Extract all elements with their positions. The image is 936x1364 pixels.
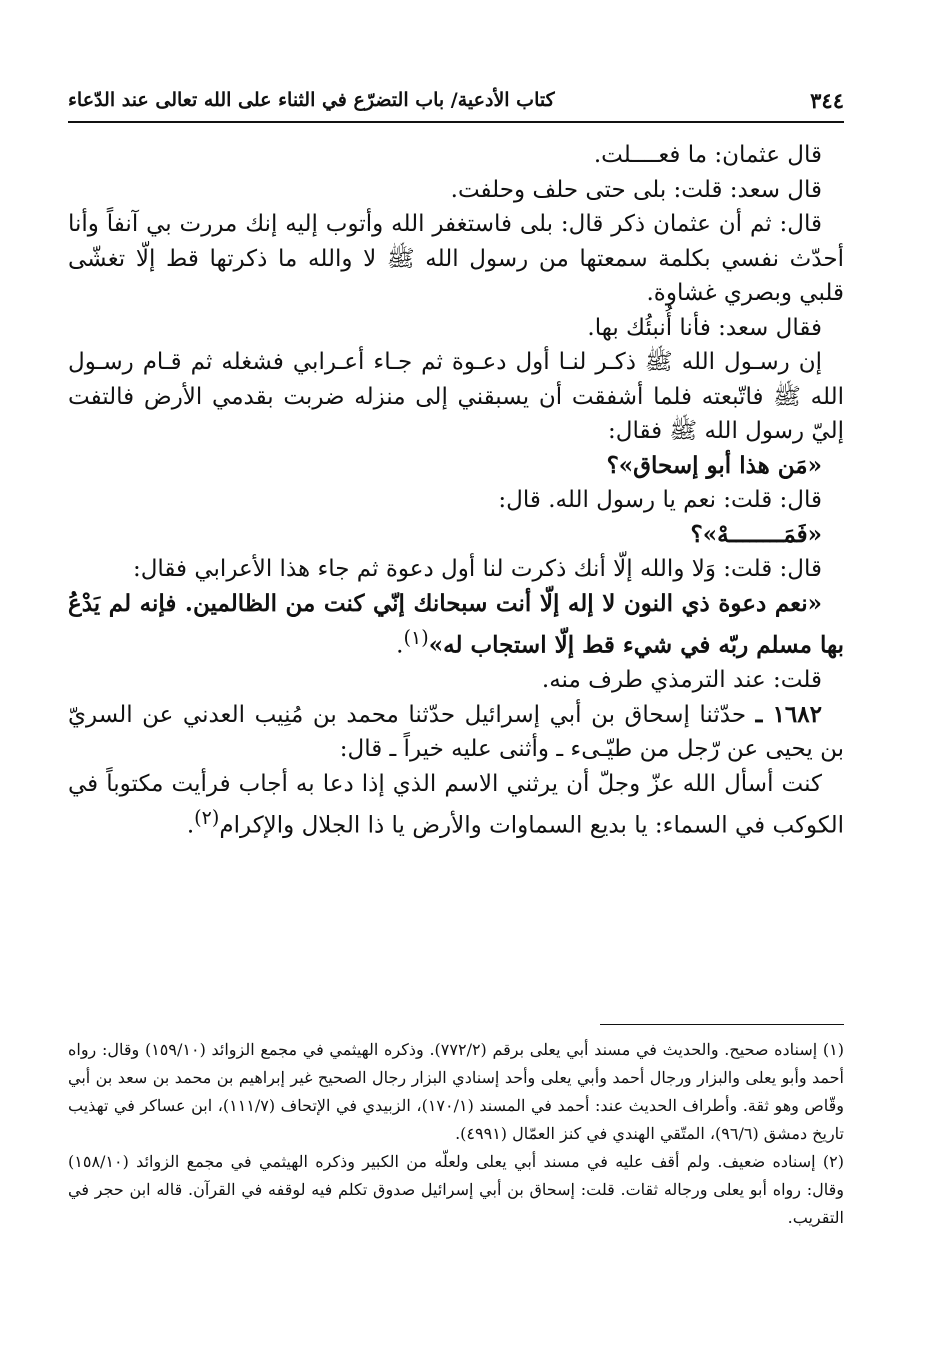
hadith-quote — [68, 587, 844, 664]
running-title: كتاب الأدعية/ باب التضرّع في الثناء على الله تعالى عند الدّعاء — [68, 89, 555, 111]
hadith-number: ١٦٨٢ ـ — [755, 700, 822, 728]
quote-famah: «فَمَــــــــهْ»؟ — [690, 520, 822, 548]
footnote-1: (١) إسناده صحيح. والحديث في مسند أبي يعلى برقم (٧٧٢/٢). وذكره الهيثمي في مجمع الزوائد (١٥٩/١٠) وقال: رواه أحمد وأبو يعلى والبزار ورجال أحمد وأبي يعلى وأحد إسنادي البزار رجال الصحيح غير إبراهيم بن محمد بن سعد بن أبي وقّاص وهو ثقة. وأطراف الحديث عند: أحمد في المسند (١٧٠/١)، الزبيدي في الإتحاف (١١١/٧)، ابن عساكر في تهذيب تاريخ دمشق (٩٦/٦)، المتّقي الهندي في كنز العمّال (٤٩٩١). — [68, 1040, 845, 1143]
hadith-1682 — [68, 698, 844, 767]
hadith-quote-end: . — [396, 632, 404, 659]
paragraph-7: قال: قلت: نعم يا رسول الله. قال: — [498, 487, 822, 513]
paragraph-1: قال عثمان: ما فعــــلت. — [593, 142, 822, 168]
paragraph-5: إن رسـول الله ﷺ ذكـر لنـا أول دعـوة ثم جـاء أعـرابي فشغله ثم قـام رسـول الله ﷺ فاتّبعته فلما أشفقت أن يسبقني إلى منزله ضربت بقدمي الأرض فالتفت إليّ رسول الله ﷺ فقال: — [68, 349, 844, 444]
footnote-2: (٢) إسناده ضعيف. ولم أقف عليه في مسند أبي يعلى ولعلّه من الكبير وذكره الهيثمي في مجمع الزوائد (١٥٨/١٠) وقال: رواه أبو يعلى ورجاله ثقات. قلت: إسحاق بن أبي إسرائيل صدوق تكلم فيه لوقفه في القرآن. قاله ابن حجر في التقريب. — [68, 1152, 844, 1227]
paragraph-3: قال: ثم أن عثمان ذكر قال: بلى فاستغفر الله وأتوب إليه إنك مررت بي آنفاً وأنا أحدّث نفسي بكلمة سمعتها من رسول الله ﷺ لا والله ما ذكرتها قط إلّا تغشّى قلبي وبصري غشاوة. — [68, 211, 844, 306]
footnotes — [68, 1036, 844, 1232]
paragraph-9: قال: قلت: وَلا والله إلّا أنك ذكرت لنا أول دعوة ثم جاء هذا الأعرابي فقال: — [132, 556, 822, 582]
paragraph-13-text: كنت أسأل الله عزّ وجلّ أن يرثني الاسم الذي إذا دعا به أجاب فرأيت مكتوباً في الكوكب في السماء: يا بديع السماوات والأرض يا ذا الجلال والإكرام — [68, 770, 844, 839]
page-number: ٣٤٤ — [810, 87, 844, 113]
footnote-ref-2: (٢) — [194, 806, 220, 830]
paragraph-2: قال سعد: قلت: بلى حتى حلف وحلفت. — [450, 176, 822, 203]
hadith-quote-text: «نعم دعوة ذي النون لا إله إلّا أنت سبحانك إنّي كنت من الظالمين. فإنه لم يَدْعُ بها مسلم ربّه في شيء قط إلّا استجاب له» — [68, 589, 844, 659]
paragraph-13-end: . — [186, 812, 195, 839]
footnote-divider — [600, 1024, 844, 1025]
paragraph-4: فقال سعد: فأنا أُنبئُك بها. — [587, 314, 822, 341]
paragraph-13 — [68, 767, 844, 844]
paragraph-11: قلت: عند الترمذي طرف منه. — [541, 667, 822, 694]
header-divider — [68, 121, 844, 123]
running-header — [68, 80, 844, 120]
footnote-ref-1: (١) — [403, 626, 429, 649]
main-text — [68, 138, 844, 843]
quote-question: «مَن هذا أبو إسحاق»؟ — [606, 451, 822, 479]
hadith-1682-text: حدّثنا إسحاق بن أبي إسرائيل حدّثنا محمد بن مُنِيب العدني عن السريّ بن يحيى عن رّجل من طيّـىء ـ وأثنى عليه خيراً ـ قال: — [68, 701, 844, 763]
